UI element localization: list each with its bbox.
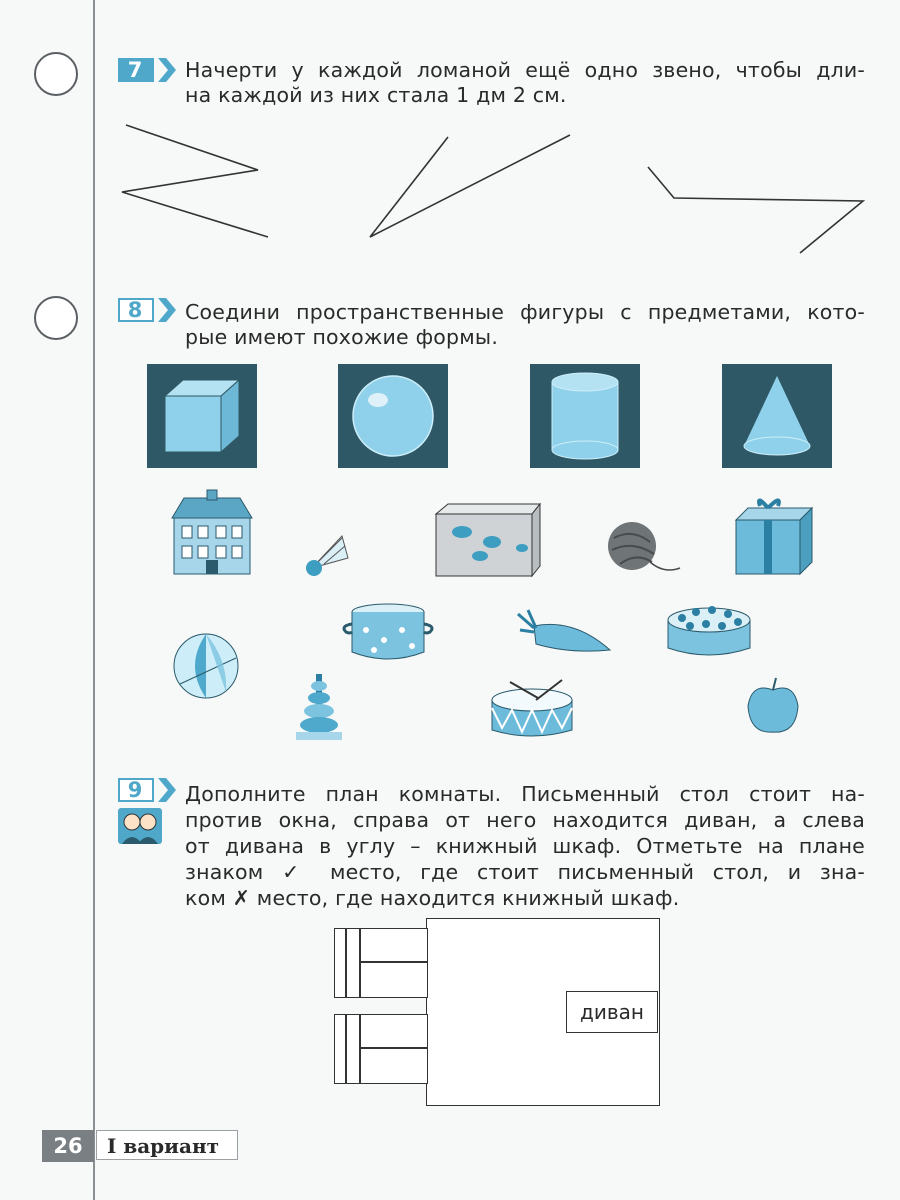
yarn-ball-icon[interactable]: [604, 518, 684, 578]
cone-tile[interactable]: [722, 364, 832, 468]
task-number: 7: [127, 58, 143, 82]
task-badge-8: [118, 298, 180, 328]
pyramid-toy-icon[interactable]: [294, 672, 344, 744]
task-badge-7: [118, 58, 180, 88]
house-icon[interactable]: [162, 488, 262, 580]
polyline-3: [648, 167, 863, 253]
sofa-label: диван: [566, 991, 658, 1033]
task-number: 8: [127, 298, 143, 322]
task-9-line-5: ком ✗ место, где находится книжный шкаф.: [185, 886, 680, 910]
margin-line: [93, 0, 95, 1200]
cylinder-icon: [530, 364, 640, 468]
sphere-tile[interactable]: [338, 364, 448, 468]
window-bottom: [334, 1014, 428, 1084]
window-top: [334, 928, 428, 998]
cone-icon: [722, 364, 832, 468]
task-7-line-2: на каждой из них стала 1 дм 2 см.: [185, 83, 567, 107]
task-number: 9: [127, 778, 143, 802]
score-circle-8[interactable]: [34, 296, 78, 340]
cylinder-tile[interactable]: [530, 364, 640, 468]
shuttlecock-icon[interactable]: [302, 528, 352, 578]
carrot-icon[interactable]: [514, 608, 614, 660]
task-7-text: [185, 58, 865, 108]
task-8-line-2: рые имеют похожие формы.: [185, 325, 499, 349]
task-9-line-3: от дивана в углу – книжный шкаф. Отметьте на плане: [185, 834, 865, 858]
task-8-line-1: Соедини пространственные фигуры с предметами, кото-: [185, 300, 865, 324]
polyline-2: [370, 135, 570, 237]
beach-ball-icon[interactable]: [170, 630, 242, 702]
pot-icon[interactable]: [340, 600, 440, 668]
task-9-line-2: против окна, справа от него находится диван, а слева: [185, 808, 865, 832]
variant-label: I вариант: [96, 1130, 238, 1160]
task-8-text: [185, 300, 865, 350]
pair-work-icon: [118, 808, 162, 844]
score-circle-7[interactable]: [34, 52, 78, 96]
cube-icon: [147, 364, 257, 468]
task-7-line-1: Начерти у каждой ломаной ещё одно звено, чтобы дли-: [185, 58, 865, 82]
sphere-icon: [338, 364, 448, 468]
polyline-1: [122, 125, 268, 237]
apple-icon[interactable]: [742, 676, 804, 738]
cube-tile[interactable]: [147, 364, 257, 468]
drum-icon[interactable]: [486, 678, 578, 742]
polylines-drawing: [100, 115, 880, 265]
cake-icon[interactable]: [662, 600, 756, 664]
gift-box-icon[interactable]: [730, 492, 820, 578]
task-badge-9: [118, 778, 180, 808]
task-9-line-1: Дополните план комнаты. Письменный стол стоит на-: [185, 782, 865, 806]
task-9-line-4: знаком ✓ место, где стоит письменный стол, и зна-: [185, 860, 865, 884]
task-9-text: [185, 781, 865, 911]
page-number: 26: [42, 1130, 94, 1162]
aquarium-icon[interactable]: [432, 498, 544, 582]
